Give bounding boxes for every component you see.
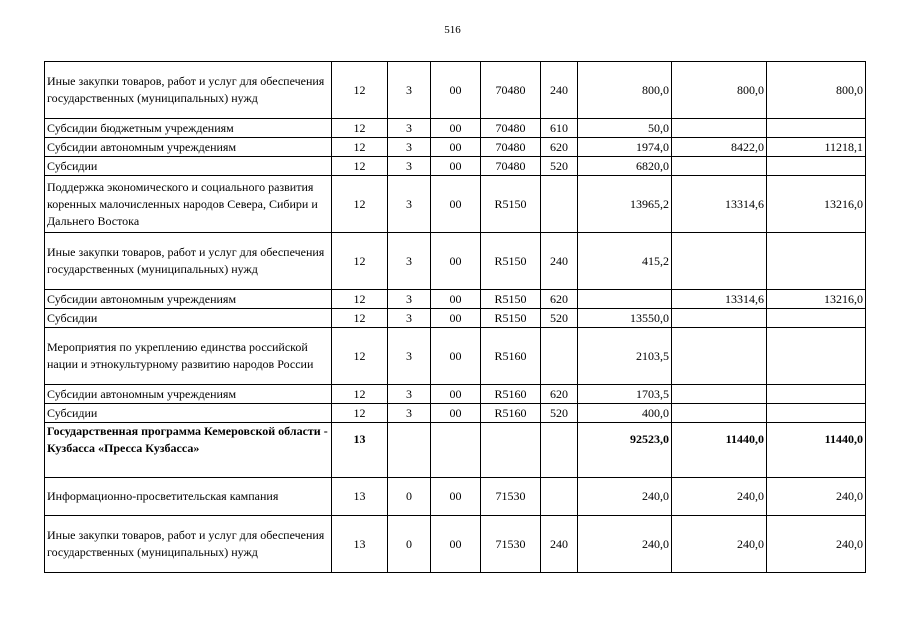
amount-year-2 [672,157,767,176]
expense-type-code: 520 [541,404,578,423]
target-code: R5150 [481,309,541,328]
section-code: 12 [332,404,388,423]
amount-year-1: 6820,0 [578,157,672,176]
expense-type-code [541,328,578,385]
section-code: 12 [332,157,388,176]
table-row [45,233,866,290]
row-name: Субсидии автономным учреждениям [45,138,332,157]
subsection-code: 3 [388,404,431,423]
amount-year-2 [672,328,767,385]
amount-year-1: 13550,0 [578,309,672,328]
amount-year-2 [672,404,767,423]
row-name: Субсидии [45,157,332,176]
program-code [431,423,481,478]
amount-year-2 [672,385,767,404]
section-code: 12 [332,328,388,385]
amount-year-2: 240,0 [672,516,767,573]
section-code: 12 [332,290,388,309]
amount-year-3: 11440,0 [767,423,866,478]
budget-table [44,61,866,573]
amount-year-3: 240,0 [767,478,866,516]
amount-year-1: 92523,0 [578,423,672,478]
amount-year-1: 800,0 [578,62,672,119]
subsection-code: 0 [388,478,431,516]
table-row [45,290,866,309]
table-row [45,119,866,138]
expense-type-code: 610 [541,119,578,138]
subsection-code: 3 [388,328,431,385]
row-name: Субсидии автономным учреждениям [45,385,332,404]
target-code [481,423,541,478]
amount-year-2: 13314,6 [672,176,767,233]
subsection-code: 3 [388,233,431,290]
program-code: 00 [431,328,481,385]
amount-year-2 [672,233,767,290]
table-row [45,176,866,233]
target-code: R5160 [481,385,541,404]
expense-type-code: 620 [541,138,578,157]
section-code: 12 [332,176,388,233]
amount-year-1: 13965,2 [578,176,672,233]
table-row [45,328,866,385]
section-code: 12 [332,119,388,138]
amount-year-2: 13314,6 [672,290,767,309]
subsection-code: 3 [388,290,431,309]
row-name: Субсидии бюджетным учреждениям [45,119,332,138]
amount-year-3 [767,404,866,423]
expense-type-code: 520 [541,157,578,176]
program-code: 00 [431,62,481,119]
amount-year-1: 2103,5 [578,328,672,385]
section-code: 13 [332,478,388,516]
amount-year-3 [767,309,866,328]
program-code: 00 [431,385,481,404]
target-code: R5160 [481,328,541,385]
target-code: 70480 [481,138,541,157]
target-code: R5150 [481,176,541,233]
amount-year-3: 800,0 [767,62,866,119]
row-name: Иные закупки товаров, работ и услуг для обеспечения государственных (муниципальных) нужд [45,233,332,290]
amount-year-1 [578,290,672,309]
target-code: 70480 [481,62,541,119]
expense-type-code: 240 [541,62,578,119]
expense-type-code [541,176,578,233]
target-code: R5150 [481,233,541,290]
amount-year-2: 800,0 [672,62,767,119]
expense-type-code: 240 [541,516,578,573]
amount-year-1: 1703,5 [578,385,672,404]
amount-year-3 [767,385,866,404]
amount-year-2 [672,119,767,138]
row-name: Иные закупки товаров, работ и услуг для обеспечения государственных (муниципальных) нужд [45,62,332,119]
expense-type-code: 520 [541,309,578,328]
expense-type-code: 620 [541,290,578,309]
subsection-code: 3 [388,176,431,233]
expense-type-code: 620 [541,385,578,404]
subsection-code: 3 [388,138,431,157]
row-name: Информационно-просветительская кампания [45,478,332,516]
program-code: 00 [431,478,481,516]
subsection-code: 3 [388,385,431,404]
section-code: 13 [332,516,388,573]
program-code: 00 [431,233,481,290]
program-code: 00 [431,309,481,328]
subsection-code: 0 [388,516,431,573]
subsection-code: 3 [388,309,431,328]
section-code: 12 [332,62,388,119]
amount-year-3: 11218,1 [767,138,866,157]
expense-type-code [541,423,578,478]
subsection-code: 3 [388,119,431,138]
program-code: 00 [431,157,481,176]
amount-year-3: 240,0 [767,516,866,573]
amount-year-3: 13216,0 [767,290,866,309]
program-code: 00 [431,516,481,573]
target-code: 71530 [481,478,541,516]
program-code: 00 [431,119,481,138]
table-row-program [45,423,866,478]
subsection-code [388,423,431,478]
table-row [45,404,866,423]
target-code: 70480 [481,119,541,138]
table-row [45,516,866,573]
expense-type-code [541,478,578,516]
row-name: Поддержка экономического и социального развития коренных малочисленных народов Севера, Сибири и Дальнего Востока [45,176,332,233]
page-number: 516 [444,24,461,36]
amount-year-1: 50,0 [578,119,672,138]
section-code: 12 [332,233,388,290]
amount-year-3 [767,119,866,138]
amount-year-1: 415,2 [578,233,672,290]
target-code: R5150 [481,290,541,309]
row-name: Иные закупки товаров, работ и услуг для обеспечения государственных (муниципальных) нужд [45,516,332,573]
expense-type-code: 240 [541,233,578,290]
target-code: R5160 [481,404,541,423]
amount-year-3 [767,233,866,290]
row-name: Государственная программа Кемеровской области - Кузбасса «Пресса Кузбасса» [45,423,332,478]
section-code: 12 [332,309,388,328]
amount-year-3 [767,157,866,176]
table-row [45,309,866,328]
target-code: 70480 [481,157,541,176]
program-code: 00 [431,404,481,423]
amount-year-1: 240,0 [578,478,672,516]
row-name: Субсидии [45,404,332,423]
amount-year-3 [767,328,866,385]
section-code: 13 [332,423,388,478]
program-code: 00 [431,290,481,309]
target-code: 71530 [481,516,541,573]
amount-year-2 [672,309,767,328]
table-row [45,62,866,119]
subsection-code: 3 [388,157,431,176]
amount-year-1: 1974,0 [578,138,672,157]
amount-year-2: 240,0 [672,478,767,516]
program-code: 00 [431,176,481,233]
amount-year-2: 8422,0 [672,138,767,157]
table-row [45,385,866,404]
amount-year-1: 240,0 [578,516,672,573]
table-row [45,478,866,516]
program-code: 00 [431,138,481,157]
table-row [45,138,866,157]
amount-year-3: 13216,0 [767,176,866,233]
subsection-code: 3 [388,62,431,119]
row-name: Мероприятия по укреплению единства российской нации и этнокультурному развитию народов России [45,328,332,385]
section-code: 12 [332,138,388,157]
section-code: 12 [332,385,388,404]
table-row [45,157,866,176]
row-name: Субсидии автономным учреждениям [45,290,332,309]
amount-year-2: 11440,0 [672,423,767,478]
amount-year-1: 400,0 [578,404,672,423]
row-name: Субсидии [45,309,332,328]
